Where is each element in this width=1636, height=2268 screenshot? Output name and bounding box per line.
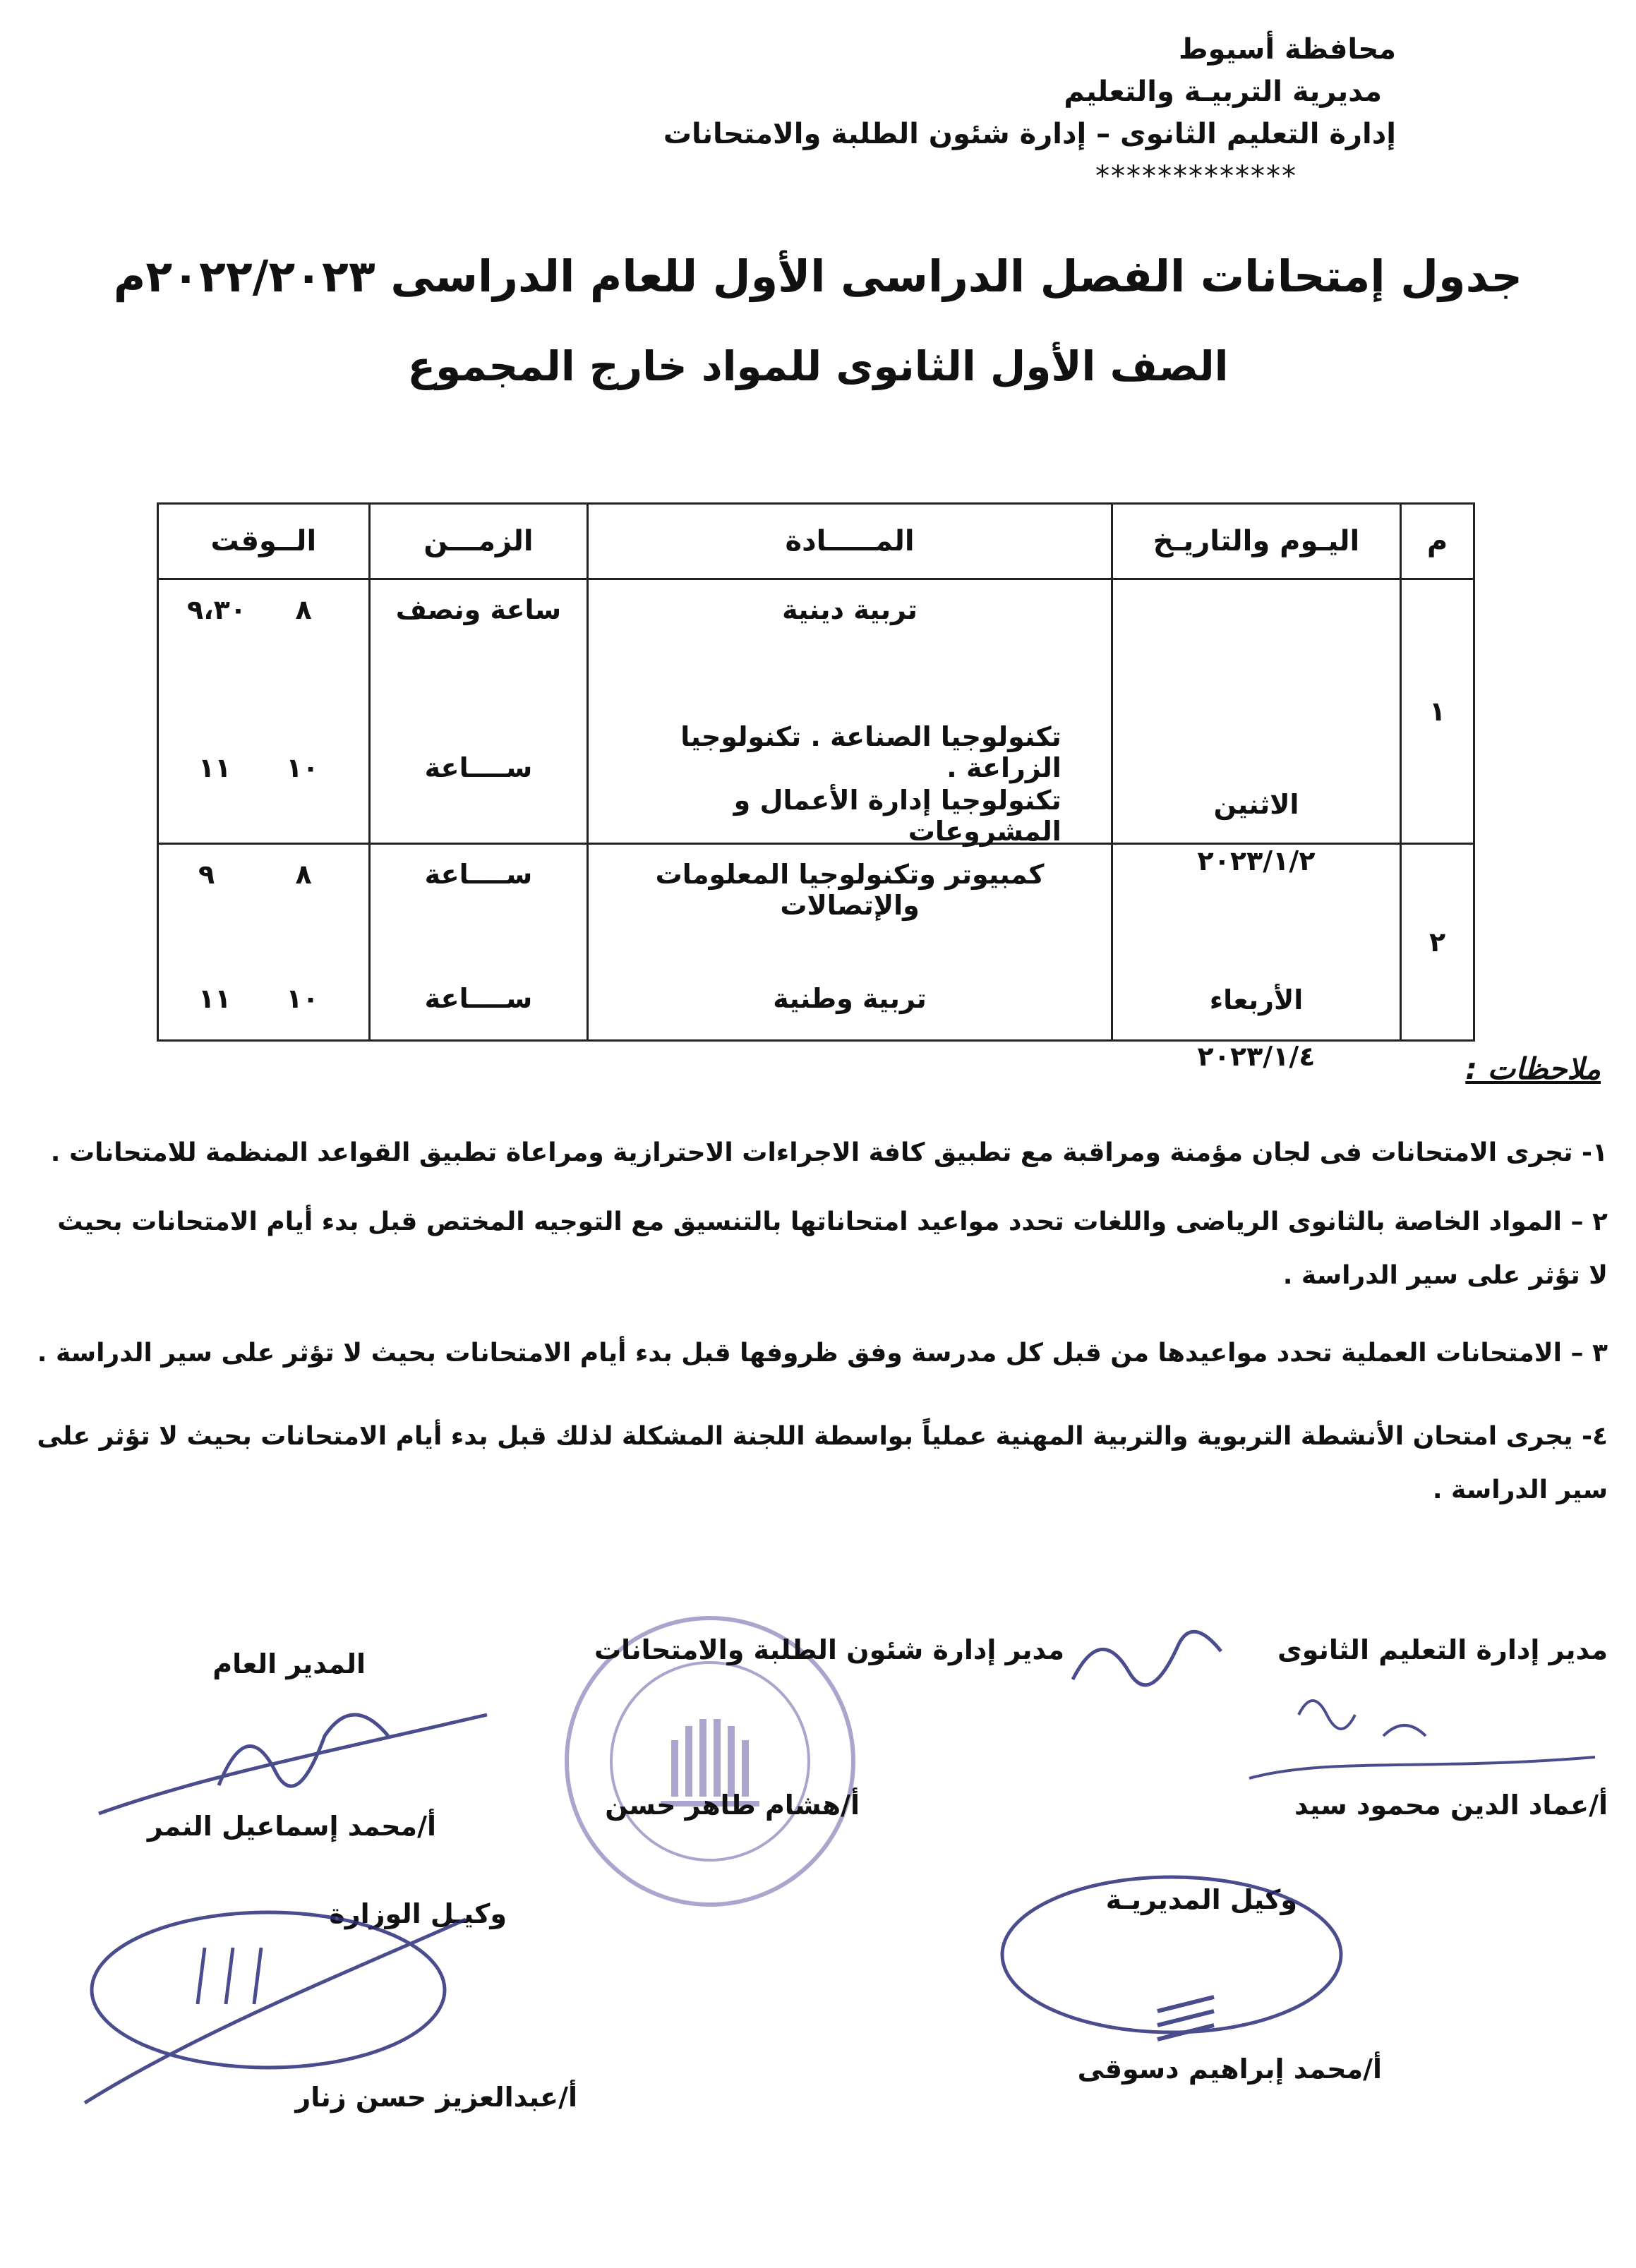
note-item: ٣ – الامتحانات العملية تحدد مواعيدها من قبل كل مدرسة وفق ظروفها قبل بدء أيام الامتحانات بحيث لا تؤثر على سير الدراسة .	[37, 1339, 1608, 1368]
letterhead	[13, 28, 1396, 198]
time-from: ٨	[295, 859, 312, 890]
signature-scribble-icon	[56, 1891, 494, 2117]
subject-name: كمبيوتر وتكنولوجيا المعلومات والإتصالات	[655, 859, 1045, 921]
subject-name: تكنولوجيا الصناعة . تكنولوجيا الزراعة .	[680, 721, 1061, 783]
time-from: ١٠	[286, 752, 319, 783]
time-from: ١٠	[286, 983, 319, 1014]
general-director-title: المدير العام	[212, 1648, 366, 1679]
students-director-name: أ/هشام طاهر حسن	[605, 1790, 860, 1821]
directorate-line: مديرية التربيـة والتعليم	[1064, 76, 1382, 108]
time-to: ٩	[198, 859, 215, 890]
page-title: جدول إمتحانات الفصل الدراسى الأول للعام الدراسى ٢٠٢٢/٢٠٢٣م	[113, 251, 1523, 302]
directorate-deputy-name: أ/محمد إبراهيم دسوقى	[1077, 2053, 1382, 2085]
sec-director-title: مدير إدارة التعليم الثانوى	[1277, 1634, 1608, 1665]
general-director-name: أ/محمد إسماعيل النمر	[147, 1811, 436, 1842]
signature-scribble-icon	[92, 1672, 515, 1849]
department-line: إدارة التعليم الثانوى – إدارة شئون الطلبة والامتحانات	[663, 118, 1396, 150]
note-item: ١- تجرى الامتحانات فى لجان مؤمنة ومراقبة مع تطبيق كافة الاجراءات الاحترازية ومراعاة تطبيق القواعد المنظمة للامتحانات .	[50, 1138, 1608, 1167]
signature-scribble-icon	[1242, 1672, 1609, 1814]
exam-schedule-table	[157, 502, 1475, 1072]
duration-value: ساعة ونصف	[395, 594, 562, 625]
subject-cell	[588, 579, 1112, 847]
duration-value: ســــاعة	[424, 983, 533, 1014]
page-subtitle: الصف الأول الثانوى للمواد خارج المجموع	[407, 342, 1229, 390]
students-director-title: مدير إدارة شئون الطلبة والامتحانات	[594, 1634, 1064, 1665]
header-time: الــوقت	[158, 504, 370, 579]
time-to: ١١	[198, 752, 231, 783]
note-item: ٢ – المواد الخاصة بالثانوى الرياضى واللغات تحدد مواعيد امتحاناتها بالتنسيق مع التوجيه المختص قبل بدء أيام الامتحانات بحيث لا تؤثر على سير الدراسة .	[57, 1207, 1608, 1290]
header-duration: الزمـــن	[369, 504, 588, 579]
ministry-deputy-name: أ/عبدالعزيز حسن زنار	[295, 2082, 577, 2113]
row-num: ٢	[1401, 844, 1474, 1041]
time-to: ١١	[198, 983, 231, 1014]
day-name: الأربعاء	[1209, 984, 1304, 1015]
sec-director-name: أ/عماد الدين محمود سيد	[1294, 1790, 1608, 1821]
ministry-deputy-title: وكيـل الوزارة	[329, 1898, 507, 1929]
time-cell	[158, 844, 370, 1041]
header-day-date: اليـوم والتاريـخ	[1112, 504, 1400, 579]
time-to: ٩،٣٠	[187, 594, 247, 625]
duration-cell	[369, 844, 588, 1041]
note-item: ٤- يجرى امتحان الأنشطة التربوية والتربية المهنية عملياً بواسطة اللجنة المشكلة لذلك قبل بدء أيام الامتحانات بحيث لا تؤثر على سير الدراسة .	[37, 1422, 1608, 1504]
notes-heading: ملاحظات :	[1465, 1051, 1601, 1086]
subject-cell	[588, 844, 1112, 1041]
directorate-deputy-title: وكيل المديريـة	[1105, 1884, 1297, 1915]
header-num: م	[1401, 504, 1474, 579]
exam-date: ٢٠٢٣/١/٤	[1197, 1041, 1316, 1072]
subject-name: تربية دينية	[782, 594, 918, 625]
time-cell	[158, 579, 370, 844]
day-name: الاثنين	[1213, 789, 1299, 820]
exam-date: ٢٠٢٣/١/٢	[1197, 845, 1316, 876]
day-date-cell	[1112, 579, 1400, 876]
subject-name-continued: تكنولوجيا إدارة الأعمال و المشروعات	[733, 785, 1061, 847]
header-separator: *************	[1095, 160, 1297, 193]
duration-value: ســــاعة	[424, 859, 533, 890]
time-from: ٨	[295, 594, 312, 625]
table-row	[158, 579, 1474, 844]
signature-scribble-icon	[1059, 1595, 1242, 1708]
duration-value: ســــاعة	[424, 752, 533, 783]
table-header-row	[158, 504, 1474, 579]
governorate-line: محافظة أسيوط	[1179, 33, 1396, 66]
subject-name: تربية وطنية	[773, 983, 927, 1014]
row-num: ١	[1401, 579, 1474, 844]
header-subject: المـــــادة	[588, 504, 1112, 579]
duration-cell	[369, 579, 588, 844]
signature-scribble-icon	[988, 1849, 1355, 2075]
